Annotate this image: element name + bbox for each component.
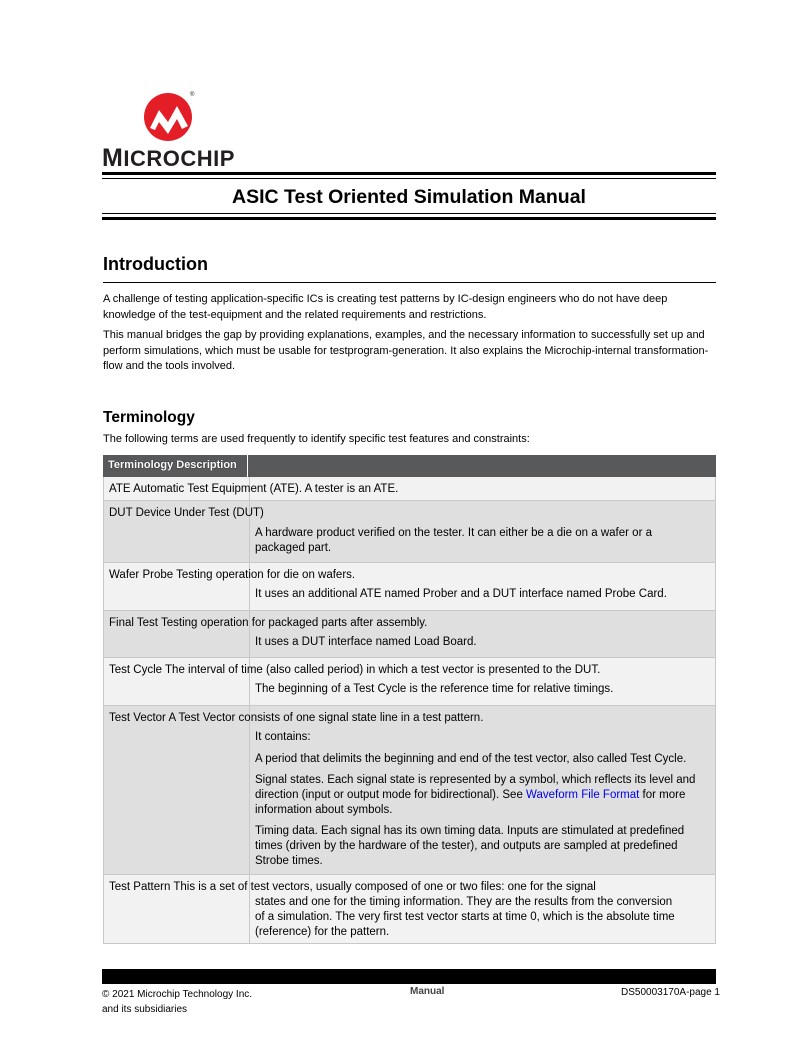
- table-row: [103, 501, 716, 563]
- registered-mark: ®: [190, 92, 195, 98]
- footer-doc-type: Manual: [410, 986, 445, 997]
- term-wafer-probe: Wafer Probe Testing operation for die on wafers.: [109, 569, 356, 581]
- term-ate: ATE Automatic Test Equipment (ATE). A tester is an ATE.: [109, 483, 399, 495]
- term-test-vector-timing: Timing data. Each signal has its own timing data. Inputs are stimulated at predefined times (driven by the hardware of the tester), and outputs are sampled at predefined Strobe times.: [255, 825, 685, 867]
- term-test-vector-period: A period that delimits the beginning and end of the test vector, also called Test Cycle.: [255, 753, 687, 765]
- term-dut: DUT Device Under Test (DUT): [109, 507, 264, 519]
- introduction-heading: Introduction: [103, 254, 208, 274]
- table-row: [103, 477, 716, 501]
- terminology-intro: The following terms are used frequently to identify specific test features and constraints:: [103, 433, 530, 445]
- table-row: [103, 611, 716, 658]
- microchip-emblem-icon: [142, 92, 194, 142]
- term-test-vector-contains: It contains:: [255, 731, 311, 743]
- introduction-rule: [103, 282, 716, 283]
- microchip-logo: [102, 92, 242, 172]
- microchip-wordmark: MICROCHIP: [102, 144, 235, 172]
- table-row: [103, 563, 716, 611]
- term-test-pattern-line-3: (reference) for the pattern.: [255, 926, 390, 938]
- footer-subsidiaries: and its subsidiaries: [102, 1004, 188, 1015]
- footer-page-id: DS50003170A-page 1: [621, 987, 720, 998]
- terminology-table-header: [103, 455, 716, 477]
- term-test-vector: Test Vector A Test Vector consists of one signal state line in a test pattern.: [109, 712, 484, 724]
- document-title: ASIC Test Oriented Simulation Manual: [232, 186, 586, 208]
- table-row: [103, 875, 716, 944]
- term-wafer-probe-description: It uses an additional ATE named Prober and a DUT interface named Probe Card.: [255, 588, 667, 600]
- waveform-file-format-link[interactable]: Waveform File Format: [526, 789, 640, 801]
- term-test-pattern-line-1: states and one for the timing information. They are the results from the conversion: [255, 896, 673, 908]
- table-header-label: Terminology Description: [103, 455, 248, 477]
- terminology-heading: Terminology: [103, 409, 195, 426]
- term-final-test-description: It uses a DUT interface named Load Board.: [255, 636, 477, 648]
- term-test-pattern-line-2: of a simulation. The very first test vector starts at time 0, which is the absolute time: [255, 911, 675, 923]
- intro-paragraph-2: This manual bridges the gap by providing explanations, examples, and the necessary information to successfully set up and perform simulations, which must be usable for testprogram-generation. It also explains the Microchip-internal transformation-flow and the tools involved.: [103, 329, 709, 372]
- table-row: [103, 706, 716, 875]
- term-test-cycle: Test Cycle The interval of time (also called period) in which a test vector is presented to the DUT.: [109, 664, 601, 676]
- term-test-vector-signal-states: Signal states. Each signal state is represented by a symbol, which reflects its level and direction (input or output mode for bidirectional). See Waveform File Format for more information about symbols.: [255, 774, 696, 816]
- term-final-test: Final Test Testing operation for packaged parts after assembly.: [109, 617, 428, 629]
- table-row: [103, 658, 716, 706]
- title-rule-bottom-thin: [102, 213, 716, 214]
- term-dut-description: A hardware product verified on the tester. It can either be a die on a wafer or a packaged part.: [255, 527, 652, 554]
- title-rule-top-thick: [102, 172, 716, 175]
- title-rule-bottom-thick: [102, 217, 716, 220]
- intro-paragraph-1: A challenge of testing application-specific ICs is creating test patterns by IC-design engineers who do not have deep knowledge of the test-equipment and the related requirements and restrictions.: [103, 293, 668, 321]
- footer-copyright: © 2021 Microchip Technology Inc.: [102, 989, 253, 1000]
- term-test-cycle-description: The beginning of a Test Cycle is the reference time for relative timings.: [255, 683, 614, 695]
- title-rule-top-thin: [102, 178, 716, 179]
- term-test-pattern: Test Pattern This is a set of test vectors, usually composed of one or two files: one for the signal: [109, 881, 596, 893]
- footer-bar: [102, 969, 716, 984]
